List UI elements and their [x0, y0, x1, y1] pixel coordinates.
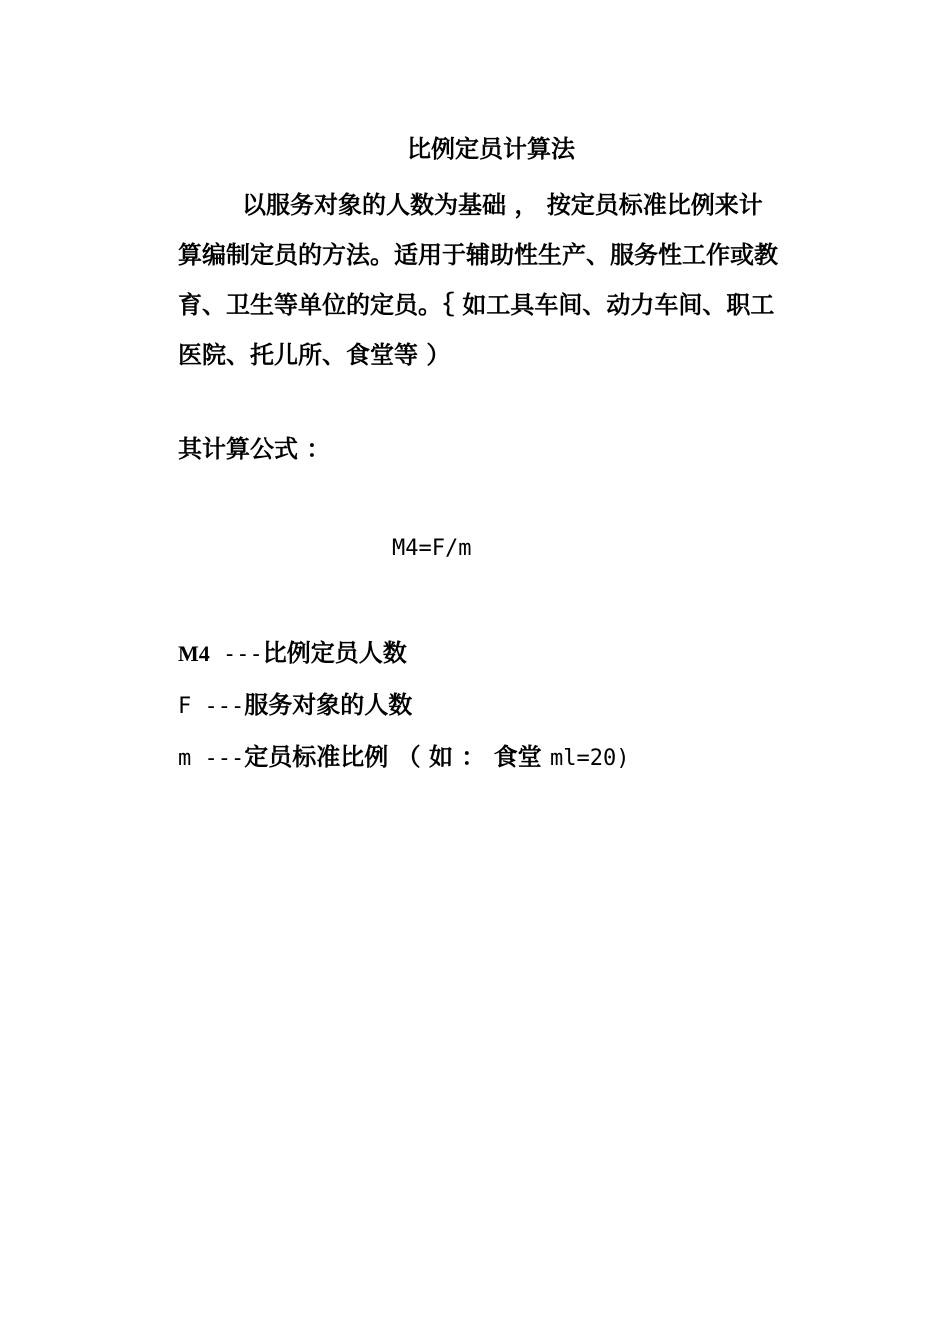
- intro-line-4: 医院、托儿所、食堂等 ）: [178, 340, 451, 369]
- definition-item-m4: [178, 628, 630, 680]
- definition-item-f: [178, 680, 630, 732]
- definitions-list: [178, 628, 630, 784]
- formula-heading: 其计算公式 ：: [178, 434, 331, 463]
- intro-line-2: 算编制定员的方法。适用于辅助性生产、服务性工作或教: [178, 240, 778, 269]
- definition-symbol: M4: [178, 641, 210, 666]
- definition-dash: ---: [209, 642, 263, 667]
- definition-text: 比例定员人数: [262, 638, 407, 667]
- definition-dash: ---: [191, 746, 245, 771]
- definition-example: ml=20): [550, 746, 630, 771]
- definition-item-m: [178, 732, 630, 784]
- intro-line-1: 以服务对象的人数为基础 ， 按定员标准比例来计: [242, 190, 763, 219]
- formula: M4=F/m: [392, 536, 472, 561]
- definition-dash: ---: [191, 694, 245, 719]
- definition-symbol: F: [178, 694, 192, 719]
- definition-symbol: m: [178, 746, 192, 771]
- intro-line-3: 育、卫生等单位的定员。｛ 如工具车间、动力车间、职工: [178, 290, 775, 319]
- intro-paragraph: [178, 180, 818, 380]
- document-title: 比例定员计算法: [407, 134, 575, 163]
- definition-text: 定员标准比例 （ 如 ： 食堂: [244, 742, 551, 771]
- definition-text: 服务对象的人数: [244, 690, 413, 719]
